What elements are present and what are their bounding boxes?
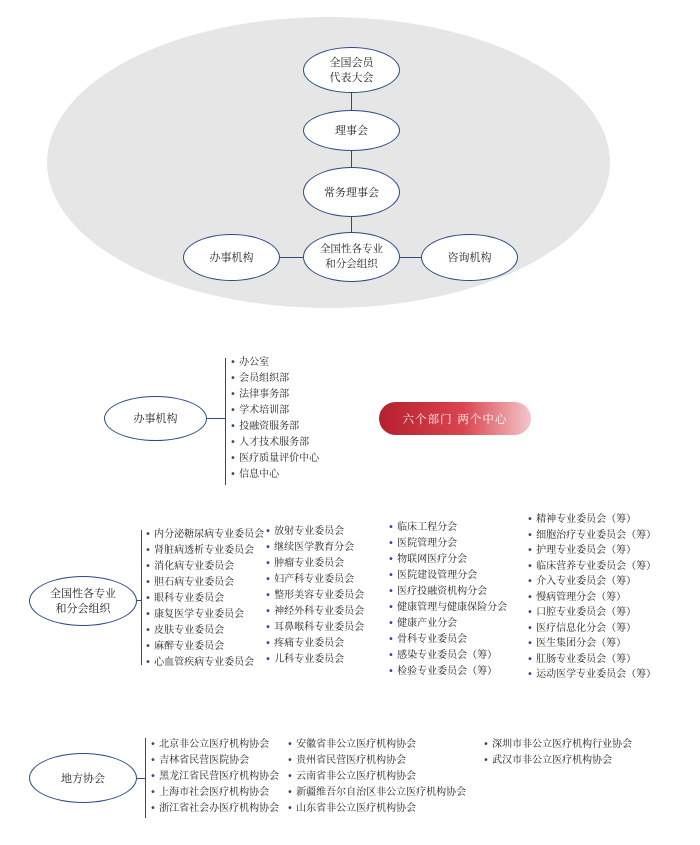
office-list (230, 355, 319, 483)
list-item: • 细胞治疗专业委员会（筹） (527, 528, 656, 544)
office-title-node: 办事机构 (104, 396, 207, 441)
node-branches: 全国性各专业 和分会组织 (303, 232, 400, 282)
local-title-node: 地方协会 (29, 753, 137, 803)
list-item: • 新疆维吾尔自治区非公立医疗机构协会 (287, 785, 466, 801)
list-item: • 物联网医疗分会 (388, 552, 507, 568)
branches-title-node: 全国性各专业 和分会组织 (29, 576, 137, 626)
branches-col2 (265, 524, 364, 668)
list-item: • 神经外科专业委员会 (265, 604, 364, 620)
office-bracket (225, 358, 226, 485)
list-item: • 吉林省民营医院协会 (150, 753, 279, 769)
local-bracket (145, 738, 146, 818)
list-item: • 办公室 (230, 355, 319, 371)
list-item: • 会员组织部 (230, 371, 319, 387)
list-item: • 临床营养专业委员会（筹） (527, 559, 656, 575)
list-item: • 放射专业委员会 (265, 524, 364, 540)
list-item: • 安徽省非公立医疗机构协会 (287, 737, 466, 753)
list-item: • 黑龙江省民营医疗机构协会 (150, 769, 279, 785)
list-item: • 法律事务部 (230, 387, 319, 403)
branches-col3 (388, 520, 507, 680)
list-item: • 整形美容专业委员会 (265, 588, 364, 604)
list-item: • 感染专业委员会（筹） (388, 648, 507, 664)
list-item: • 浙江省社会办医疗机构协会 (150, 801, 279, 817)
list-item: • 眼科专业委员会 (145, 591, 264, 607)
list-item: • 心血管疾病专业委员会 (145, 655, 264, 671)
office-link (207, 418, 225, 419)
list-item: • 信息中心 (230, 467, 319, 483)
list-item: • 山东省非公立医疗机构协会 (287, 801, 466, 817)
list-item: • 医生集团分会（筹） (527, 636, 656, 652)
branches-col4 (527, 512, 656, 683)
list-item: • 健康管理与健康保险分会 (388, 600, 507, 616)
list-item: • 继续医学教育分会 (265, 540, 364, 556)
list-item: • 学术培训部 (230, 403, 319, 419)
list-item: • 贵州省民营医疗机构协会 (287, 753, 466, 769)
local-col3 (483, 737, 632, 769)
list-item: • 骨科专业委员会 (388, 632, 507, 648)
list-item: • 深圳市非公立医疗机构行业协会 (483, 737, 632, 753)
list-item: • 医疗质量评价中心 (230, 451, 319, 467)
list-item: • 人才技术服务部 (230, 435, 319, 451)
list-item: • 医疗投融资机构分会 (388, 584, 507, 600)
list-item: • 临床工程分会 (388, 520, 507, 536)
connector-office-branches (280, 257, 304, 258)
list-item: • 康复医学专业委员会 (145, 607, 264, 623)
node-office: 办事机构 (183, 234, 280, 281)
list-item: • 健康产业分会 (388, 616, 507, 632)
node-standing-council: 常务理事会 (303, 167, 400, 217)
list-item: • 护理专业委员会（筹） (527, 543, 656, 559)
list-item: • 肿瘤专业委员会 (265, 556, 364, 572)
list-item: • 运动医学专业委员会（筹） (527, 667, 656, 683)
node-council: 理事会 (303, 110, 400, 151)
branches-bracket (141, 530, 142, 665)
local-col2 (287, 737, 466, 817)
connector-standing-branches (351, 216, 352, 232)
list-item: • 投融资服务部 (230, 419, 319, 435)
list-item: • 武汉市非公立医疗机构协会 (483, 753, 632, 769)
list-item: • 医疗信息化分会（筹） (527, 621, 656, 637)
list-item: • 精神专业委员会（筹） (527, 512, 656, 528)
connector-council-standing (351, 150, 352, 167)
list-item: • 慢病管理分会（筹） (527, 590, 656, 606)
connector-assembly-council (351, 91, 352, 110)
list-item: • 耳鼻喉科专业委员会 (265, 620, 364, 636)
list-item: • 胆石病专业委员会 (145, 575, 264, 591)
list-item: • 云南省非公立医疗机构协会 (287, 769, 466, 785)
list-item: • 介入专业委员会（筹） (527, 574, 656, 590)
list-item: • 疼痛专业委员会 (265, 636, 364, 652)
list-item: • 北京非公立医疗机构协会 (150, 737, 279, 753)
list-item: • 妇产科专业委员会 (265, 572, 364, 588)
list-item: • 肛肠专业委员会（筹） (527, 652, 656, 668)
list-item: • 检验专业委员会（筹） (388, 664, 507, 680)
local-link (137, 778, 145, 779)
node-member-assembly: 全国会员 代表大会 (303, 47, 400, 93)
list-item: • 医院管理分会 (388, 536, 507, 552)
connector-branches-consult (399, 257, 421, 258)
list-item: • 医院建设管理分会 (388, 568, 507, 584)
list-item: • 皮肤专业委员会 (145, 623, 264, 639)
branches-col1 (145, 527, 264, 671)
list-item: • 内分泌糖尿病专业委员会 (145, 527, 264, 543)
list-item: • 口腔专业委员会（筹） (527, 605, 656, 621)
list-item: • 儿科专业委员会 (265, 652, 364, 668)
local-col1 (150, 737, 279, 817)
node-consult: 咨询机构 (421, 234, 518, 281)
list-item: • 麻醉专业委员会 (145, 639, 264, 655)
office-summary-badge: 六个部门 两个中心 (379, 402, 531, 435)
list-item: • 上海市社会医疗机构协会 (150, 785, 279, 801)
list-item: • 肾脏病透析专业委员会 (145, 543, 264, 559)
list-item: • 消化病专业委员会 (145, 559, 264, 575)
